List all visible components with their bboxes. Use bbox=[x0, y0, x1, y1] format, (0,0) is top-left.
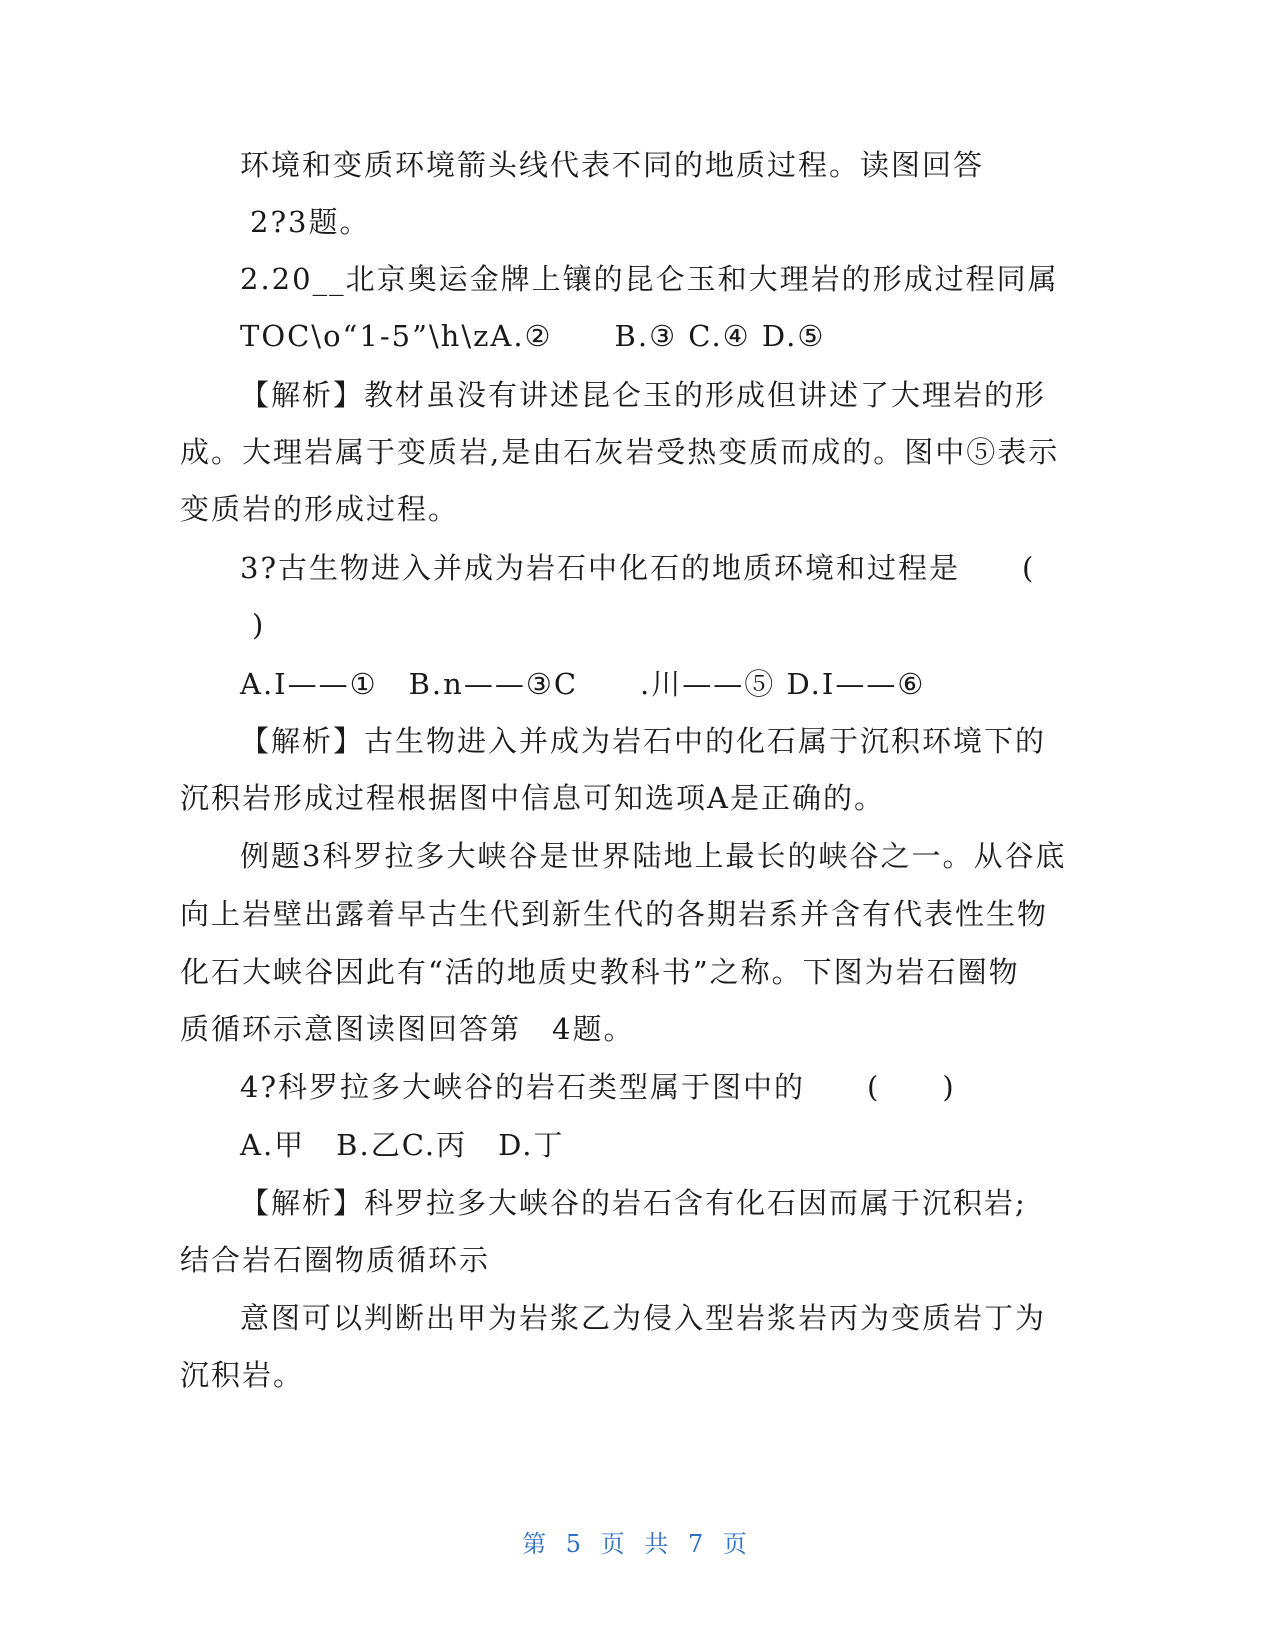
text-line: 沉积岩形成过程根据图中信息可知选项A是正确的。 bbox=[180, 781, 885, 815]
text-line: 意图可以判断出甲为岩浆乙为侵入型岩浆岩丙为变质岩丁为 bbox=[240, 1301, 1047, 1335]
text-line: 环境和变质环境箭头线代表不同的地质过程。读图回答 bbox=[240, 148, 985, 182]
question-2-options: TOC\o“1-5”\h\zA.② B.③ C.④ D.⑤ bbox=[240, 319, 826, 353]
text-line: 化石大峡谷因此有“活的地质史教科书”之称。下图为岩石圈物 bbox=[180, 955, 1020, 989]
question-4: 4?科罗拉多大峡谷的岩石类型属于图中的 ( ) bbox=[240, 1070, 956, 1104]
text-line: 2?3题。 bbox=[250, 205, 371, 239]
analysis-4: 【解析】科罗拉多大峡谷的岩石含有化石因而属于沉积岩; bbox=[240, 1186, 1027, 1220]
text-line: 向上岩壁出露着早古生代到新生代的各期岩系并含有代表性生物 bbox=[180, 897, 1049, 931]
example-3: 例题3科罗拉多大峡谷是世界陆地上最长的峡谷之一。从谷底 bbox=[240, 839, 1067, 873]
text-line: 沉积岩。 bbox=[180, 1358, 305, 1392]
analysis-2: 【解析】教材虽没有讲述昆仑玉的形成但讲述了大理岩的形 bbox=[240, 378, 1047, 412]
text-line: 变质岩的形成过程。 bbox=[180, 492, 460, 526]
analysis-3: 【解析】古生物进入并成为岩石中的化石属于沉积环境下的 bbox=[240, 724, 1047, 758]
page-number-footer: 第 5 页 共 7 页 bbox=[522, 1530, 753, 1558]
question-3-options: A.I——① B.n——③C .川——⑤ D.I——⑥ bbox=[240, 667, 926, 701]
question-2: 2.20__北京奥运金牌上镶的昆仑玉和大理岩的形成过程同属 bbox=[240, 262, 1059, 296]
text-line: 质循环示意图读图回答第 4题。 bbox=[180, 1012, 635, 1046]
text-line: 结合岩石圈物质循环示 bbox=[180, 1243, 491, 1277]
text-line: 成。大理岩属于变质岩,是由石灰岩受热变质而成的。图中⑤表示 bbox=[180, 435, 1060, 469]
question-4-options: A.甲 B.乙C.丙 D.丁 bbox=[240, 1128, 565, 1162]
text-line: ) bbox=[252, 608, 266, 642]
question-3: 3?古生物进入并成为岩石中化石的地质环境和过程是 ( bbox=[240, 551, 1036, 585]
